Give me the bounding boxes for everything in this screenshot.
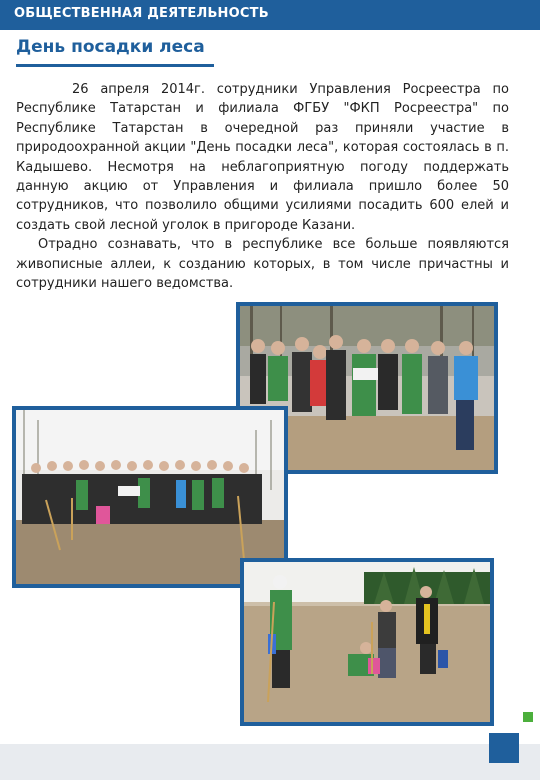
article-title: День посадки леса	[16, 37, 205, 57]
photo-planting-image	[244, 562, 490, 722]
photo-planting	[240, 558, 494, 726]
accent-square-blue	[489, 733, 519, 763]
section-title: ОБЩЕСТВЕННАЯ ДЕЯТЕЛЬНОСТЬ	[14, 6, 269, 21]
title-underline	[16, 64, 214, 67]
accent-square-green	[523, 712, 533, 722]
article-paragraph-1: 26 апреля 2014г. сотрудники Управления Росреестра по Республике Татарстан и филиала ФГБУ "ФКП Росреестра" по Республике Татарстан в очередной раз приняли участие в природоохранной акции "День посадки леса", которая состоялась в п. Кадышево. Несмотря на неблагоприятную погоду поддержать данную акцию от Управления и филиала пришло более 50 сотрудников, что позволило общими усилиями посадить 600 елей и создать свой лесной уголок в пригороде Казани.	[16, 82, 509, 233]
section-header-bar	[0, 0, 540, 30]
article-paragraph-2: Отрадно сознавать, что в республике все больше появляются живописные аллеи, к созданию которых, в том числе причастны и сотрудники нашего ведомства.	[16, 237, 509, 292]
article-body	[16, 80, 509, 293]
page-footer-bar	[0, 744, 540, 780]
